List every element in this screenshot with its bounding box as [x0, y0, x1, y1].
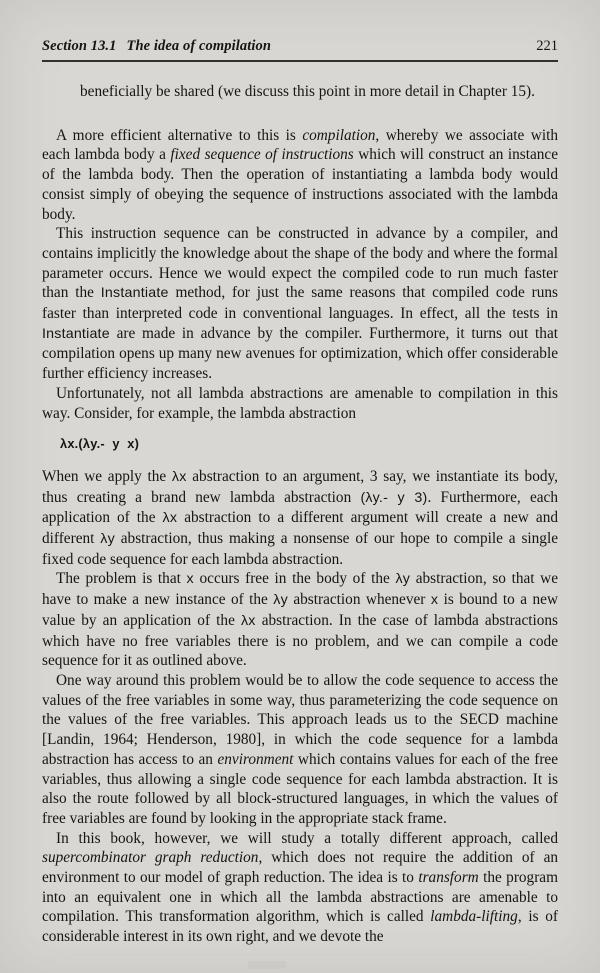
paragraph — [42, 384, 558, 423]
body-text: which contains values for each of the free variables, thus allowing a single code sequence for each lambda abstraction. It is also the route followed by all block-structured languages, in which the values of free variables are found by looking in the appropriate stack frame. — [42, 750, 558, 827]
body-text: occurs free in the body of the — [193, 570, 396, 588]
code-text: x — [430, 592, 439, 609]
body-text: method, for just the same reasons that compiled code runs faster than interpreted code in conventional languages. In effect, all the tests in — [42, 284, 558, 323]
code-text: λx — [162, 510, 178, 527]
paragraph — [42, 224, 558, 384]
section-title: The idea of compilation — [126, 38, 271, 54]
section-number: Section 13.1 — [42, 38, 117, 54]
code-text: λy — [273, 592, 288, 609]
body-text: abstraction to a different argument will create a new and different — [42, 509, 558, 548]
scan-artifact — [248, 961, 286, 969]
lambda-expression — [60, 434, 558, 454]
body-text: A more efficient alternative to this is — [56, 126, 303, 144]
body-text: is bound to a new value by an application of the — [42, 591, 558, 629]
paragraph — [80, 82, 558, 102]
paragraph — [42, 671, 558, 829]
body-text: beneficially be shared (we discuss this point in more detail in Chapter 15). — [80, 83, 535, 100]
code-text: λx — [241, 612, 256, 629]
body-text: the program into an equivalent one in which all the lambda abstractions are amenable to compilation. This transformation algorithm, which is called — [42, 869, 558, 926]
text-blocks — [42, 82, 558, 947]
running-header — [42, 38, 558, 62]
body-text: The problem is that — [56, 570, 187, 588]
code-text: Instantiate — [100, 285, 169, 302]
code-text: λy — [100, 531, 115, 548]
code-text: λx.(λy.- y x) — [60, 436, 140, 452]
paragraph — [42, 829, 558, 947]
emphasis-text: supercombinator graph reduction — [42, 849, 259, 867]
body-text: In this book, however, we will study a totally different approach, called — [56, 829, 558, 847]
paragraph — [42, 126, 558, 225]
emphasis-text: transform — [418, 869, 479, 887]
body-text: which will construct an instance of the lambda body. Then the operation of instantiating a lambda body would consist simply of obeying the sequence of instructions associated with the lambda body. — [42, 146, 558, 223]
paragraph — [42, 569, 558, 671]
body-text: This instruction sequence can be constructed in advance by a compiler, and contains implicitly the knowledge about the shape of the body and where the formal parameter occurs. Hence we would expect the compiled code to run much faster than the — [42, 225, 558, 302]
body-text: abstraction. In the case of lambda abstractions which have no free variables there is no problem, and we can compile a code sequence for it as outlined above. — [42, 611, 558, 670]
page-number: 221 — [536, 38, 558, 54]
body-text: are made in advance by the compiler. Furthermore, it turns out that compilation opens up many new avenues for optimization, which offer considerable further efficiency increases. — [42, 324, 558, 383]
body-text: . Furthermore, each application of the — [42, 488, 558, 527]
body-text: , is of considerable interest in its own right, and we devote the — [42, 908, 559, 946]
emphasis-text: environment — [217, 750, 294, 768]
section-heading — [42, 38, 271, 55]
body-text: One way around this problem would be to allow the code sequence to access the values of the free variables in some way, thus parameterizing the code sequence on the values of the free variables. This approach leads us to the SECD machine [Landin, 1964; Henderson, 1980], in which the code sequence for a lambda abstraction has access to an — [42, 671, 558, 768]
paragraph — [42, 467, 558, 570]
body-text: When we apply the — [42, 467, 172, 485]
body-text: , which does not require the addition of an environment to our model of graph reduction. The idea is to — [42, 849, 559, 887]
emphasis-text: lambda-lifting — [430, 908, 518, 926]
body-text: Unfortunately, not all lambda abstractions are amenable to compilation in this way. Consider, for example, the lambda abstraction — [42, 384, 558, 422]
code-text: λx — [171, 468, 187, 485]
body-text: abstraction whenever — [287, 591, 431, 609]
body-text: , whereby we associate with each lambda body a — [42, 126, 558, 164]
emphasis-text: fixed sequence of instructions — [170, 146, 354, 164]
code-text: x — [186, 571, 194, 588]
code-text: (λy.- y 3) — [360, 489, 428, 506]
body-text: abstraction, thus making a nonsense of our hope to compile a single fixed code sequence for each lambda abstraction. — [42, 530, 558, 568]
code-text: λy — [395, 571, 411, 588]
body-text: abstraction, so that we have to make a new instance of the — [42, 570, 559, 609]
body-text: abstraction to an argument, 3 say, we instantiate its body, thus creating a brand new lambda abstraction — [42, 467, 558, 506]
code-text: Instantiate — [42, 325, 110, 342]
emphasis-text: compilation — [302, 126, 376, 144]
